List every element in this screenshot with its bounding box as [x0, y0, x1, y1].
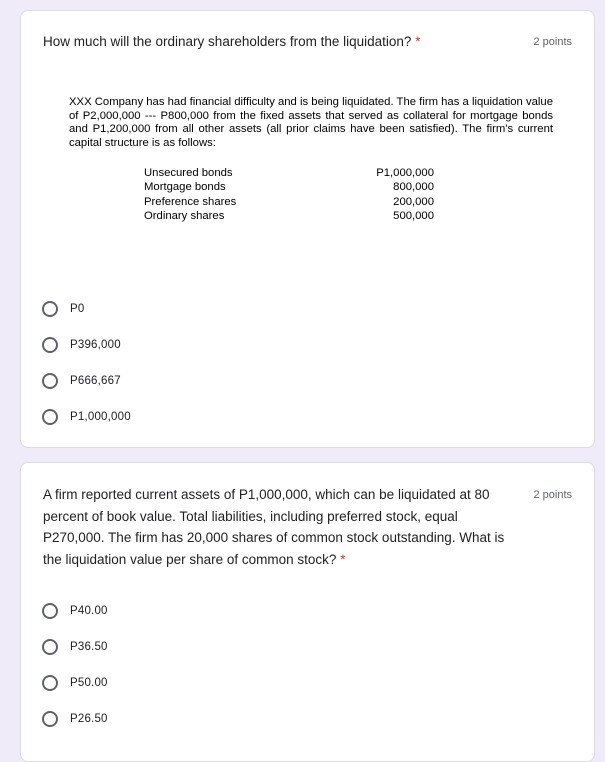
- points-label: 2 points: [533, 36, 572, 48]
- answer-option[interactable]: [42, 399, 131, 435]
- required-asterisk: *: [340, 551, 346, 567]
- capital-row: [144, 209, 434, 223]
- radio-button[interactable]: [42, 639, 58, 655]
- radio-button[interactable]: [42, 373, 58, 389]
- question-title-text: How much will the ordinary shareholders from the liquidation?: [43, 34, 412, 49]
- answer-option[interactable]: [42, 701, 108, 737]
- radio-button[interactable]: [42, 409, 58, 425]
- capital-amount: 500,000: [393, 209, 434, 222]
- answer-option[interactable]: [42, 629, 108, 665]
- capital-amount: 800,000: [393, 181, 434, 194]
- question-card-1: [20, 10, 595, 448]
- answer-option[interactable]: [42, 665, 108, 701]
- option-label[interactable]: P40.00: [70, 605, 108, 617]
- question-title: [43, 31, 513, 53]
- option-label[interactable]: P1,000,000: [70, 411, 131, 423]
- option-label[interactable]: P0: [70, 303, 85, 315]
- radio-button[interactable]: [42, 337, 58, 353]
- answer-option[interactable]: [42, 593, 108, 629]
- capital-item: Mortgage bonds: [144, 181, 226, 194]
- points-label: 2 points: [533, 489, 572, 501]
- options-list: [42, 593, 108, 737]
- option-label[interactable]: P36.50: [70, 641, 108, 653]
- radio-button[interactable]: [42, 603, 58, 619]
- capital-item: Ordinary shares: [144, 209, 225, 222]
- option-label[interactable]: P666,667: [70, 375, 121, 387]
- question-card-2: [20, 462, 595, 762]
- capital-row: [144, 195, 434, 209]
- option-label[interactable]: P50.00: [70, 677, 108, 689]
- question-title: [43, 484, 523, 570]
- question-title-text: A firm reported current assets of P1,000,000, which can be liquidated at 80 percent of book value. Total liabilities, including preferred stock, equal P270,000. The firm has 20,000 shares of common stock outstanding. What is the liquidation value per share of common stock?: [43, 487, 505, 567]
- option-label[interactable]: P26.50: [70, 713, 108, 725]
- capital-row: [144, 166, 434, 180]
- radio-button[interactable]: [42, 711, 58, 727]
- capital-row: [144, 180, 434, 194]
- capital-amount: 200,000: [393, 195, 434, 208]
- options-list: [42, 291, 131, 435]
- answer-option[interactable]: [42, 363, 131, 399]
- required-asterisk: *: [415, 34, 421, 49]
- radio-button[interactable]: [42, 675, 58, 691]
- radio-button[interactable]: [42, 301, 58, 317]
- problem-text: XXX Company has had financial difficulty and is being liquidated. The firm has a liquidation value of P2,000,000 --- P800,000 from the fixed assets that served as collateral for mortgage bonds and P1,200,000 from all other assets (all prior claims have been satisfied). The firm's current capital structure is as follows:: [69, 96, 553, 149]
- capital-item: Unsecured bonds: [144, 167, 233, 179]
- answer-option[interactable]: [42, 291, 131, 327]
- capital-item: Preference shares: [144, 195, 237, 208]
- capital-structure-table: [144, 166, 434, 223]
- option-label[interactable]: P396,000: [70, 339, 121, 351]
- capital-amount: P1,000,000: [376, 167, 434, 179]
- answer-option[interactable]: [42, 327, 131, 363]
